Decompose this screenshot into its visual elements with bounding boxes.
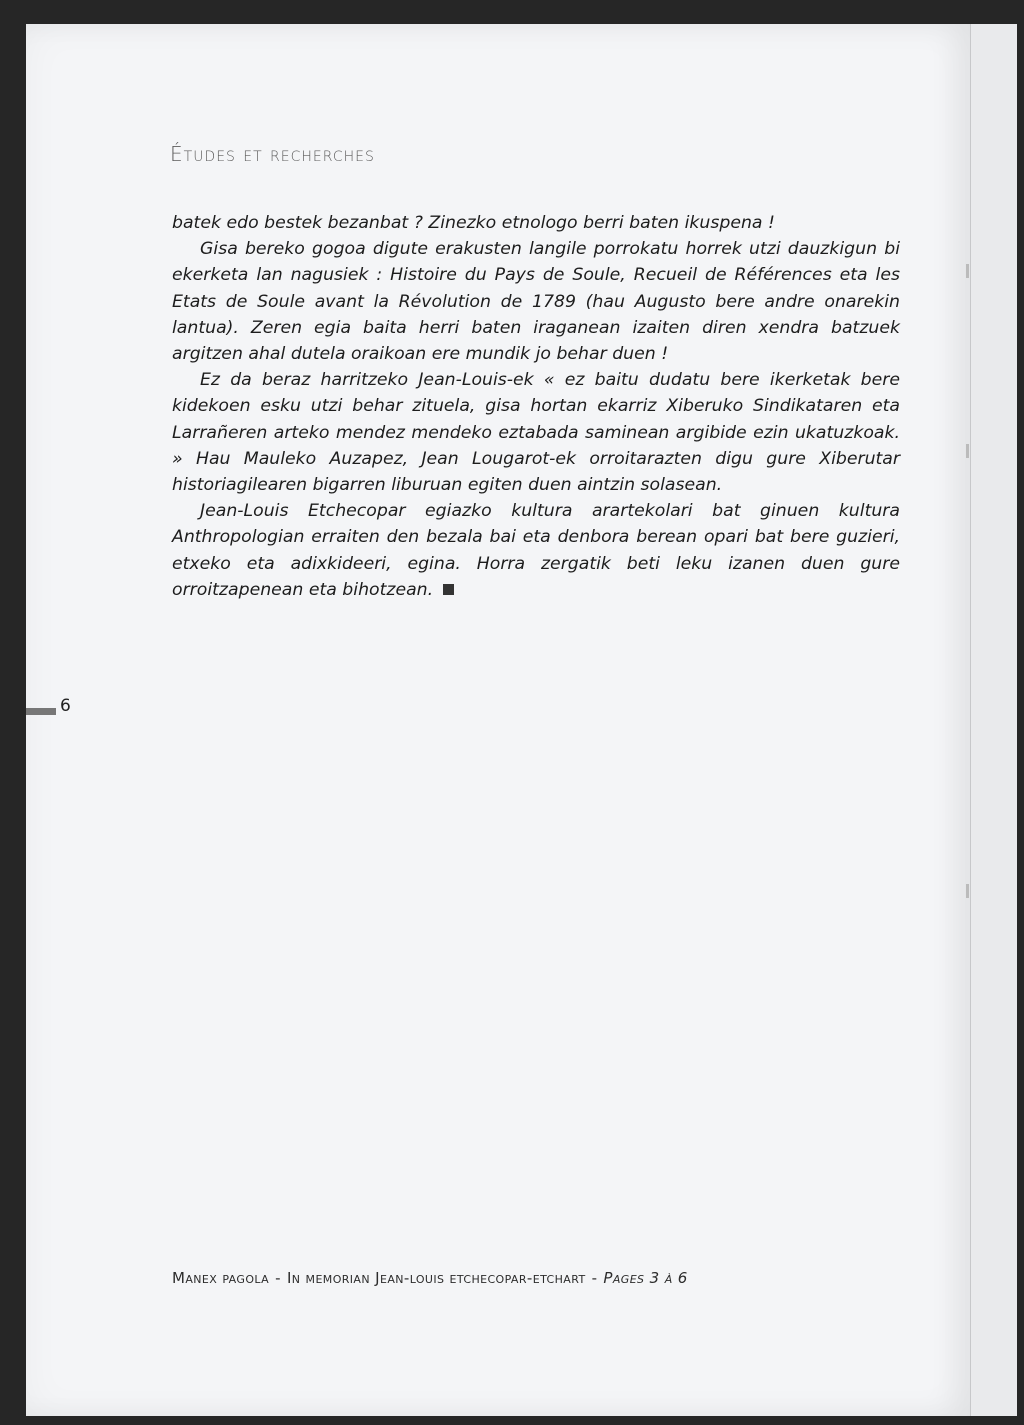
page-number: 6: [60, 696, 71, 716]
binding-mark: [966, 884, 969, 898]
footer-title: In memorian Jean-louis etchecopar-etchart: [286, 1269, 586, 1287]
end-of-article-square-icon: [443, 584, 454, 595]
paragraph: Gisa bereko gogoa digute erakusten langile porrokatu horrek utzi dauzkigun bi ekerketa lan nagusiek : Histoire du Pays de Soule, Recueil de Références eta les Etats de Soule avant la Révolution de 1789 (hau Augusto bere andre onarekin lantua). Zeren egia baita herri baten iraganean izaiten diren xendra batzuek argitzen ahal dutela oraikoan ere mundik jo behar duen !: [172, 239, 900, 365]
binding-mark: [966, 264, 969, 278]
paragraph-final: [172, 498, 900, 603]
footer-pages: Pages 3 à 6: [603, 1269, 688, 1287]
paragraph-text: Jean-Louis Etchecopar egiazko kultura arartekolari bat ginuen kultura Anthropologian erraiten den bezala bai eta denbora berean opari bat bere guzieri, etxeko eta adixkideeri, egina. Horra zergatik beti leku izanen duen gure orroitzapenean eta bihotzean.: [172, 501, 900, 600]
document-page: [26, 24, 970, 1416]
footer-separator: -: [591, 1269, 598, 1287]
page-number-tab: [26, 708, 56, 715]
binding-mark: [966, 444, 969, 458]
footer-separator: -: [275, 1269, 281, 1287]
paragraph-continuation: batek edo bestek bezanbat ? Zinezko etnologo berri baten ikuspena !: [172, 213, 775, 233]
running-footer: [172, 1269, 688, 1287]
next-page-edge: [970, 24, 1017, 1416]
article-body: [172, 210, 900, 603]
footer-author: Manex pagola: [172, 1269, 270, 1287]
section-title: Études et recherches: [170, 142, 375, 166]
paragraph: Ez da beraz harritzeko Jean-Louis-ek « ez baitu dudatu bere ikerketak bere kidekoen esku utzi behar zituela, gisa hortan ekarriz Xiberuko Sindikataren eta Larrañeren arteko mendez mendeko eztabada saminean argibide ezin ukatuzkoak. » Hau Mauleko Auzapez, Jean Lougarot-ek orroitarazten digu gure Xiberutar historiagilearen bigarren liburuan egiten duen aintzin solasean.: [172, 370, 900, 496]
